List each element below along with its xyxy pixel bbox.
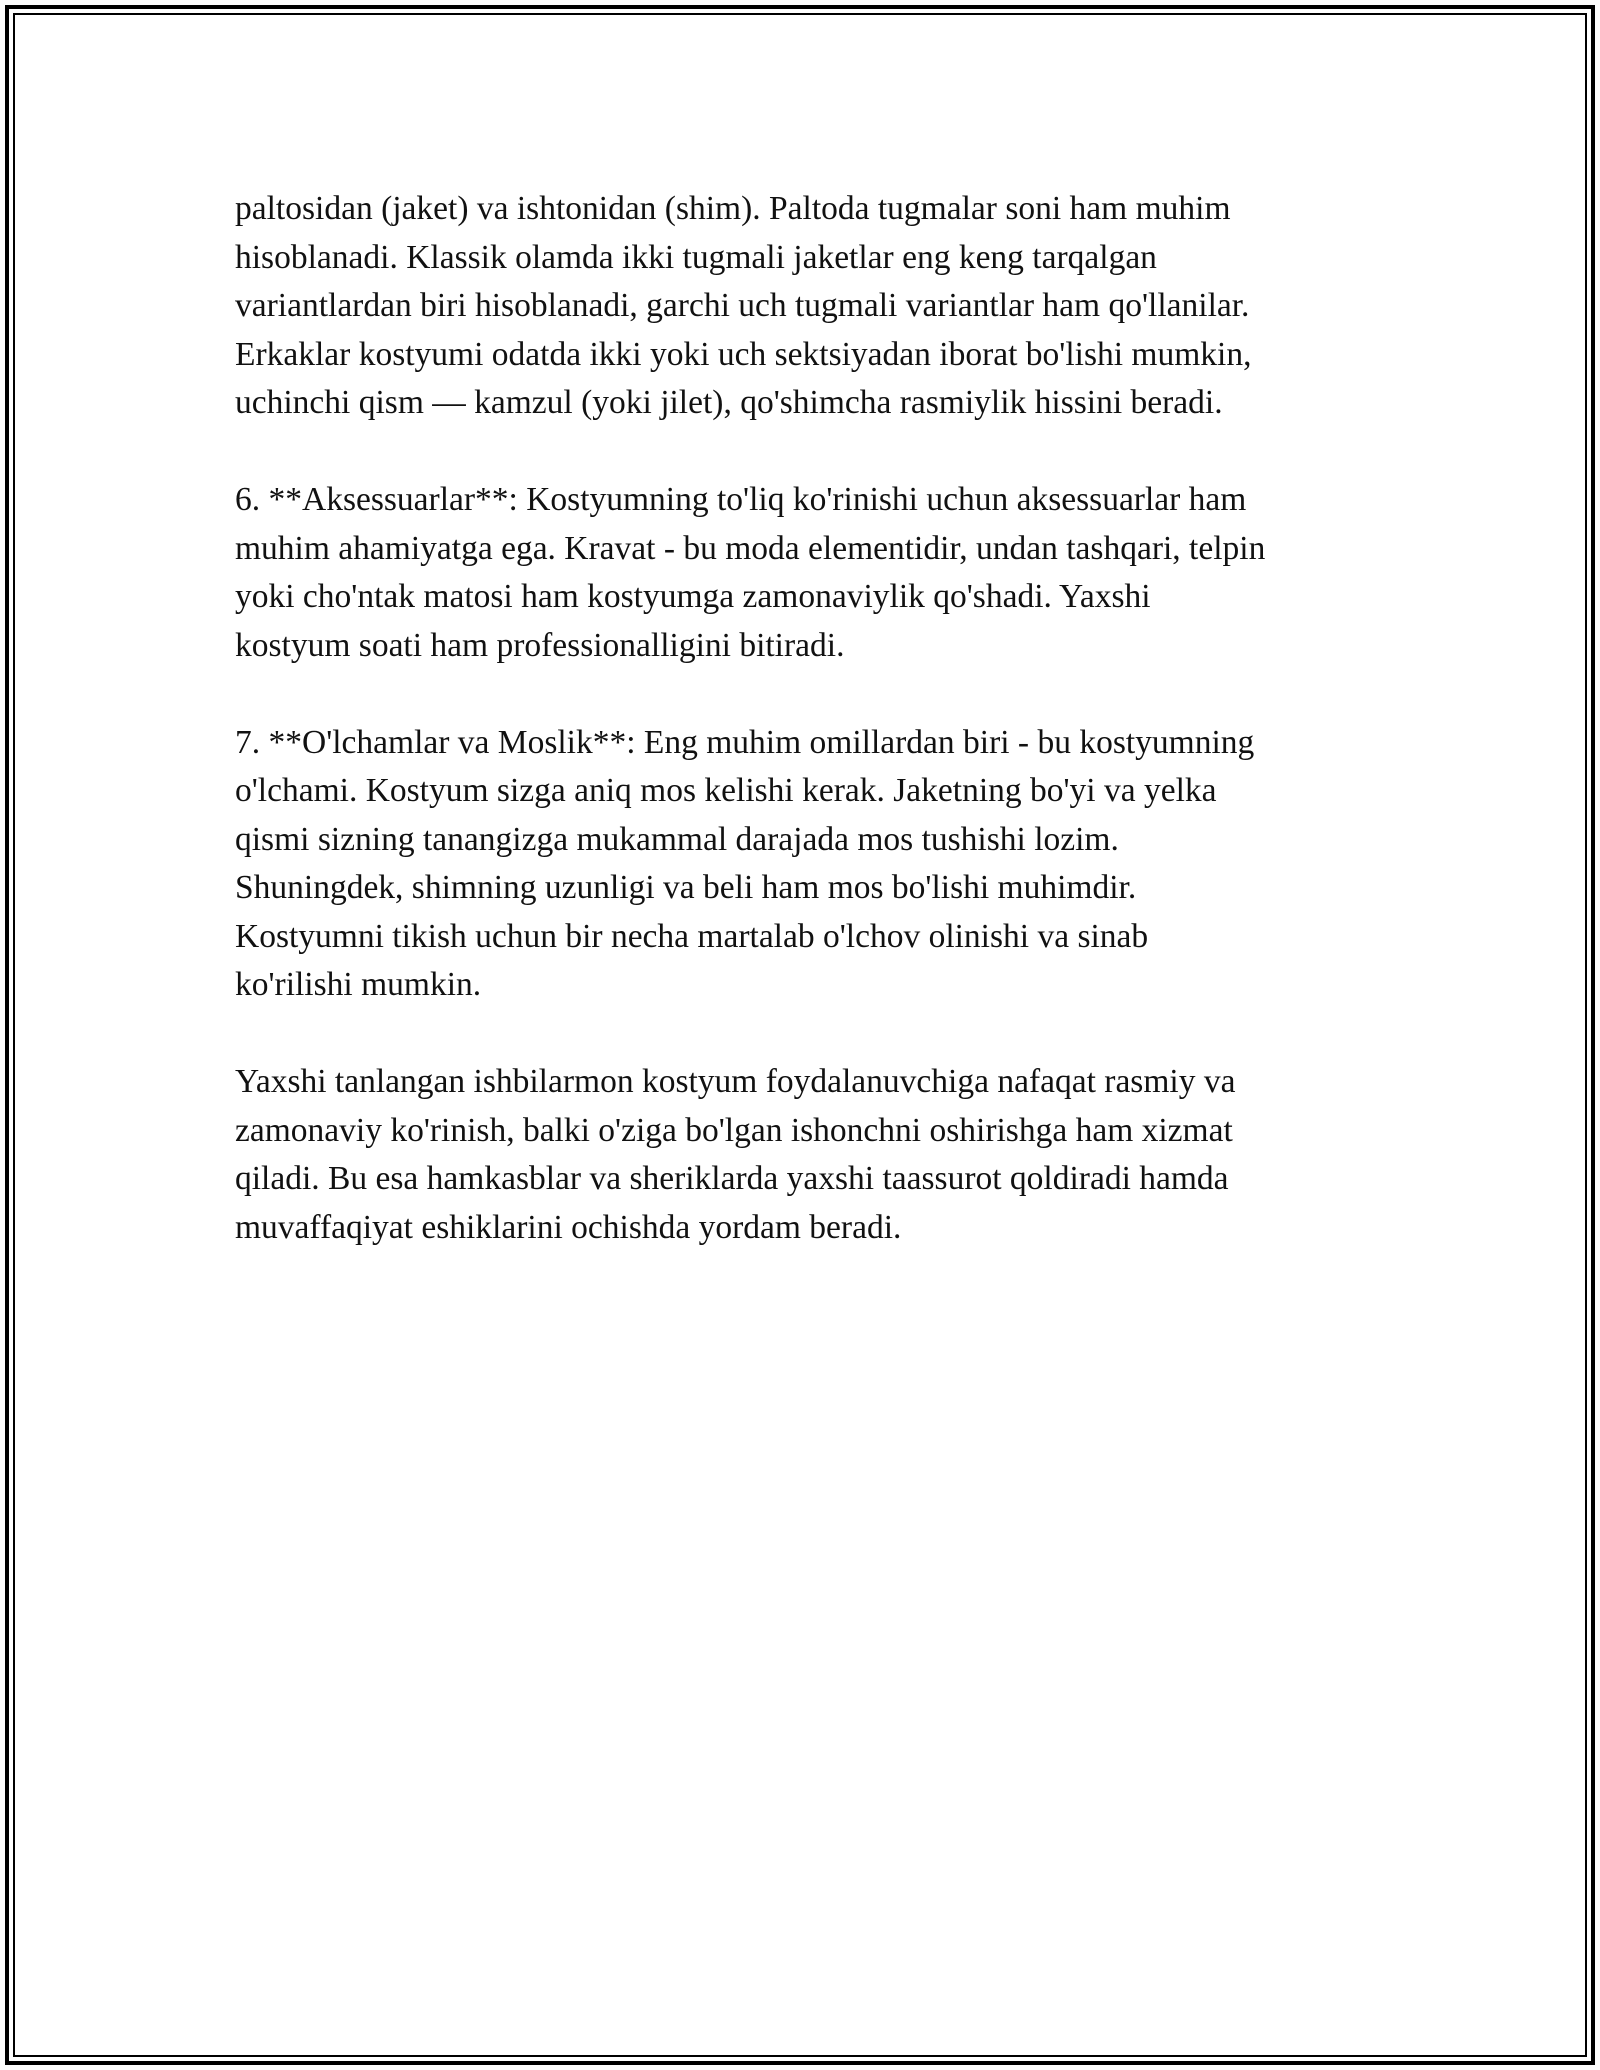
text-line: ko'rilishi mumkin.	[235, 966, 482, 1003]
text-line: Shuningdek, shimning uzunligi va beli ham mos bo'lishi muhimdir.	[235, 869, 1137, 906]
paragraph-conclusion	[235, 1058, 1385, 1252]
paragraph-accessories	[235, 476, 1385, 670]
text-line: Erkaklar kostyumi odatda ikki yoki uch sektsiyadan iborat bo'lishi mumkin,	[235, 335, 1252, 373]
document-body	[235, 185, 1385, 1301]
text-line: qiladi. Bu esa hamkasblar va sheriklarda yaxshi taassurot qoldiradi hamda	[235, 1160, 1229, 1197]
text-line: qismi sizning tanangizga mukammal darajada mos tushishi lozim.	[235, 820, 1119, 858]
text-line: variantlardan biri hisoblanadi, garchi uch tugmali variantlar ham qo'llanilar.	[235, 287, 1250, 324]
text-line: muvaffaqiyat eshiklarini ochishda yordam beradi.	[235, 1208, 902, 1246]
text-line: muhim ahamiyatga ega. Kravat - bu moda elementidir, undan tashqari, telpin	[235, 529, 1266, 567]
paragraph-suit-composition	[235, 185, 1385, 428]
text-line: zamonaviy ko'rinish, balki o'ziga bo'lgan ishonchni oshirishga ham xizmat	[235, 1111, 1233, 1149]
text-line: kostyum soati ham professionalligini bitiradi.	[235, 626, 845, 664]
paragraph-sizes-and-fit	[235, 719, 1385, 1010]
text-line: Kostyumni tikish uchun bir necha martalab o'lchov olinishi va sinab	[235, 917, 1149, 955]
text-line: 7. **O'lchamlar va Moslik**: Eng muhim omillardan biri - bu kostyumning	[235, 723, 1255, 761]
text-line: yoki cho'ntak matosi ham kostyumga zamonaviylik qo'shadi. Yaxshi	[235, 578, 1151, 615]
text-line: Yaxshi tanlangan ishbilarmon kostyum foydalanuvchiga nafaqat rasmiy va	[235, 1063, 1236, 1100]
text-line: 6. **Aksessuarlar**: Kostyumning to'liq ko'rinishi uchun aksessuarlar ham	[235, 481, 1247, 518]
text-line: uchinchi qism — kamzul (yoki jilet), qo'shimcha rasmiylik hissini beradi.	[235, 384, 1223, 421]
text-line: o'lchami. Kostyum sizga aniq mos kelishi kerak. Jaketning bo'yi va yelka	[235, 772, 1217, 809]
text-line: paltosidan (jaket) va ishtonidan (shim). Paltoda tugmalar soni ham muhim	[235, 190, 1231, 227]
text-line: hisoblanadi. Klassik olamda ikki tugmali jaketlar eng keng tarqalgan	[235, 238, 1157, 276]
